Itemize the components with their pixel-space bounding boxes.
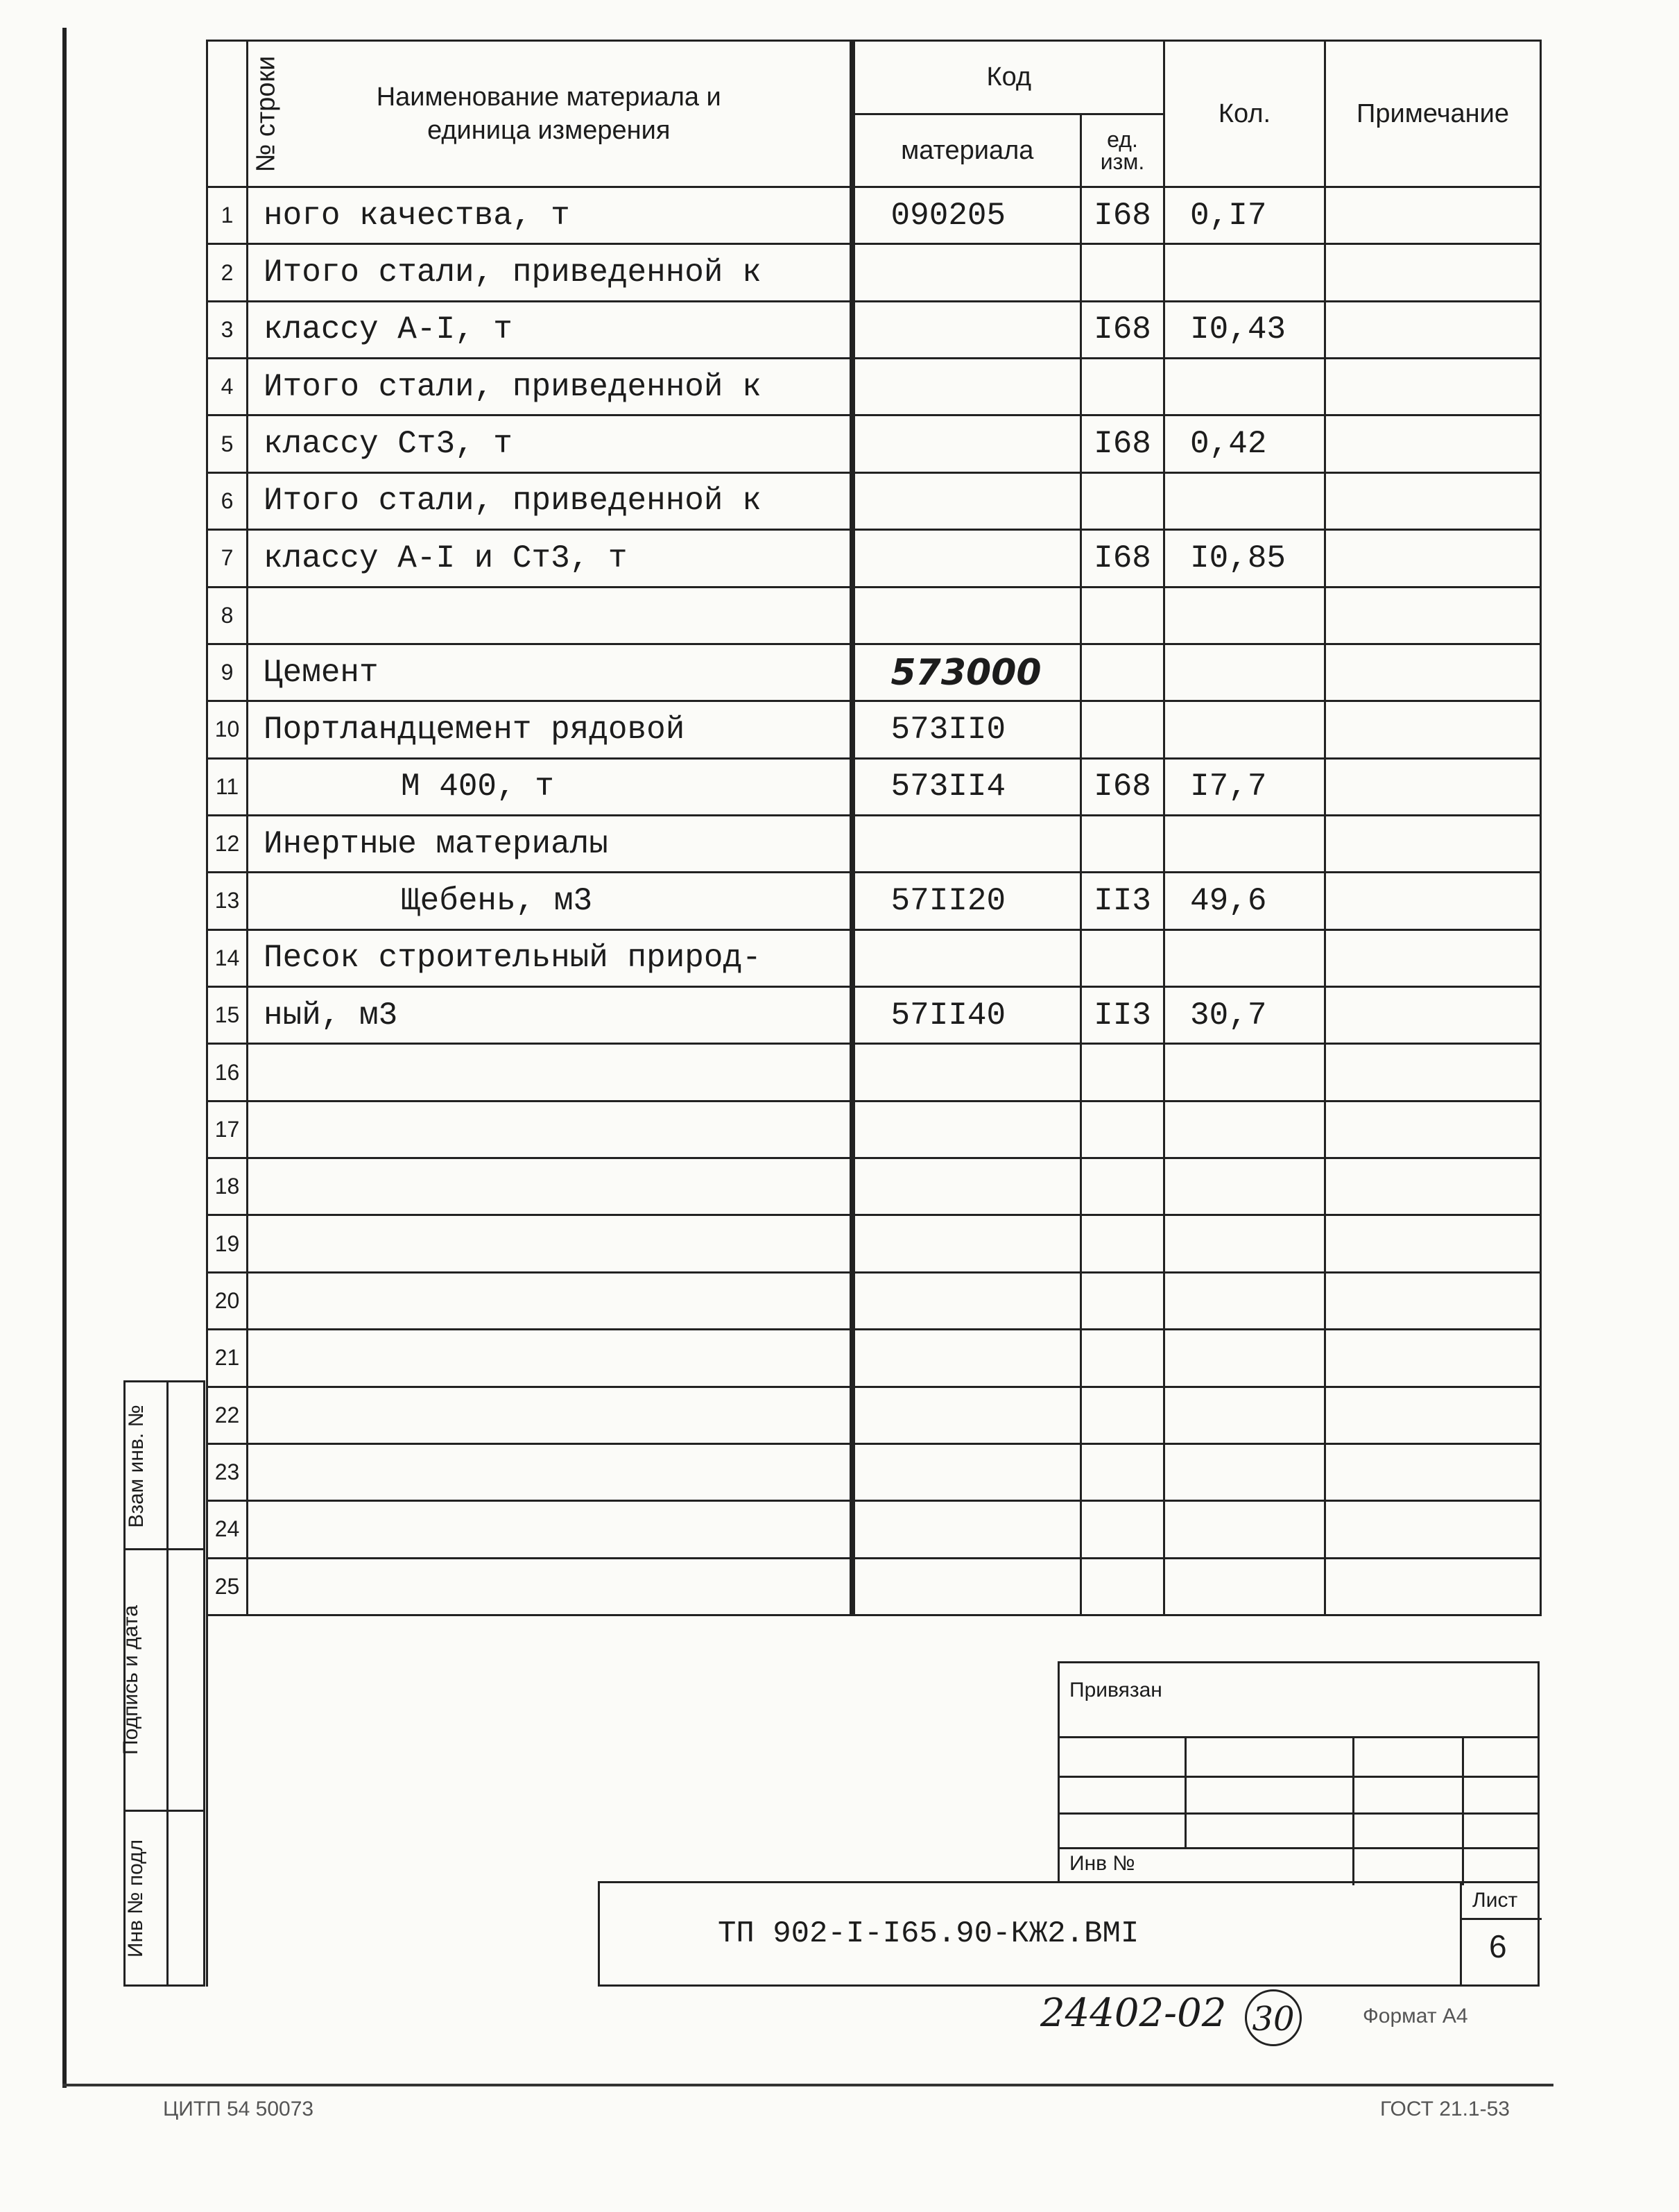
table-row [207, 758, 1541, 815]
material-code-cell [852, 587, 1081, 644]
quantity-cell [1164, 1215, 1325, 1272]
unit-code-cell [1081, 1101, 1164, 1158]
note-cell [1325, 1501, 1541, 1558]
row-number-cell: 12 [207, 815, 248, 872]
quantity-cell [1164, 587, 1325, 644]
quantity-cell [1164, 815, 1325, 872]
row-number-cell: 13 [207, 873, 248, 929]
inv-podl-cell [123, 1810, 205, 1987]
table-row [207, 873, 1541, 929]
note-cell [1325, 815, 1541, 872]
row-number-cell: 19 [207, 1215, 248, 1272]
unit-code-cell [1081, 815, 1164, 872]
quantity-cell [1164, 701, 1325, 758]
row-number-cell: 3 [207, 301, 248, 358]
note-cell [1325, 1443, 1541, 1500]
row-number-cell: 10 [207, 701, 248, 758]
note-cell [1325, 415, 1541, 472]
quantity-cell [1164, 1272, 1325, 1329]
material-code-cell [852, 1044, 1081, 1101]
material-code-cell: 573000 [852, 644, 1081, 701]
quantity-cell [1164, 1044, 1325, 1101]
material-code-cell [852, 301, 1081, 358]
unit-code-cell [1081, 1558, 1164, 1615]
table-row [207, 301, 1541, 358]
table-row [207, 472, 1541, 529]
material-name-cell [248, 1330, 852, 1387]
row-number-cell: 4 [207, 359, 248, 415]
material-name-cell [248, 1044, 852, 1101]
format-label: Формат А4 [1363, 2005, 1468, 2027]
material-name-cell: Итого стали, приведенной к [248, 359, 852, 415]
material-code-cell: 090205 [852, 187, 1081, 244]
table-row [207, 1272, 1541, 1329]
table-row [207, 530, 1541, 587]
unit-code-cell [1081, 644, 1164, 701]
unit-code-cell [1081, 359, 1164, 415]
unit-code-cell: I68 [1081, 758, 1164, 815]
row-number-cell: 9 [207, 644, 248, 701]
row-number-cell: 15 [207, 987, 248, 1044]
material-name-cell: Портландцемент рядовой [248, 701, 852, 758]
note-cell [1325, 929, 1541, 986]
material-name-cell [248, 1272, 852, 1329]
gost-label: ГОСТ 21.1-53 [1380, 2098, 1510, 2120]
stamp-left-edge [206, 1615, 208, 1987]
material-code-cell [852, 415, 1081, 472]
quantity-cell [1164, 1443, 1325, 1500]
note-cell [1325, 987, 1541, 1044]
inv-no-label: Инв № [1069, 1852, 1135, 1875]
material-name-cell [248, 1443, 852, 1500]
quantity-cell: I0,43 [1164, 301, 1325, 358]
material-name-cell: Итого стали, приведенной к [248, 472, 852, 529]
header-note: Примечание [1325, 41, 1541, 187]
material-code-cell [852, 244, 1081, 301]
material-code-cell [852, 1558, 1081, 1615]
material-name-cell: ного качества, т [248, 187, 852, 244]
table-row [207, 1044, 1541, 1101]
table-row [207, 929, 1541, 986]
unit-code-cell [1081, 1330, 1164, 1387]
quantity-cell [1164, 1330, 1325, 1387]
material-name-cell [248, 1387, 852, 1443]
note-cell [1325, 1330, 1541, 1387]
material-name-cell [248, 1558, 852, 1615]
vzam-inv-label: Взам инв. № [124, 1405, 148, 1528]
vzam-inv-cell [123, 1380, 205, 1550]
header-row-number: № строки [207, 41, 248, 187]
material-name-cell [248, 1215, 852, 1272]
row-number-cell: 24 [207, 1501, 248, 1558]
material-name-cell: классу Ст3, т [248, 415, 852, 472]
table-row [207, 1387, 1541, 1443]
row-number-cell: 11 [207, 758, 248, 815]
note-cell [1325, 873, 1541, 929]
unit-code-cell: I68 [1081, 301, 1164, 358]
material-code-cell [852, 815, 1081, 872]
unit-code-cell [1081, 1501, 1164, 1558]
unit-code-cell [1081, 1215, 1164, 1272]
unit-code-cell: I68 [1081, 530, 1164, 587]
quantity-cell [1164, 1501, 1325, 1558]
row-number-cell: 22 [207, 1387, 248, 1443]
material-code-cell [852, 472, 1081, 529]
material-name-cell: ный, м3 [248, 987, 852, 1044]
note-cell [1325, 472, 1541, 529]
unit-code-cell [1081, 244, 1164, 301]
row-number-cell: 21 [207, 1330, 248, 1387]
material-spec-table [206, 40, 1542, 1616]
quantity-cell [1164, 644, 1325, 701]
row-number-cell: 6 [207, 472, 248, 529]
note-cell [1325, 301, 1541, 358]
note-cell [1325, 1387, 1541, 1443]
header-code-material: материала [852, 114, 1081, 187]
material-code-cell [852, 1272, 1081, 1329]
table-row [207, 1558, 1541, 1615]
unit-code-cell: I68 [1081, 415, 1164, 472]
document-code: ТП 902-I-I65.90-КЖ2.ВМI [718, 1917, 1139, 1951]
note-cell [1325, 758, 1541, 815]
handwritten-number: 24402-02 [1040, 1991, 1227, 2036]
table-row [207, 415, 1541, 472]
publisher-label: ЦИТП 54 50073 [163, 2098, 314, 2120]
table-row [207, 1443, 1541, 1500]
quantity-cell [1164, 1387, 1325, 1443]
unit-code-cell [1081, 1443, 1164, 1500]
note-cell [1325, 1101, 1541, 1158]
quantity-cell: 0,I7 [1164, 187, 1325, 244]
unit-code-cell [1081, 1044, 1164, 1101]
material-name-cell: Инертные материалы [248, 815, 852, 872]
frame-bottom-line [62, 2084, 1553, 2086]
material-code-cell [852, 1501, 1081, 1558]
quantity-cell [1164, 1158, 1325, 1215]
quantity-cell [1164, 1101, 1325, 1158]
material-name-cell [248, 1501, 852, 1558]
title-block [598, 1881, 1540, 1987]
material-name-cell [248, 1158, 852, 1215]
note-cell [1325, 1215, 1541, 1272]
quantity-cell [1164, 244, 1325, 301]
note-cell [1325, 530, 1541, 587]
note-cell [1325, 587, 1541, 644]
unit-code-cell [1081, 1387, 1164, 1443]
note-cell [1325, 1558, 1541, 1615]
quantity-cell: 30,7 [1164, 987, 1325, 1044]
privyazan-block [1058, 1661, 1540, 1883]
note-cell [1325, 244, 1541, 301]
list-number: 6 [1489, 1928, 1507, 1964]
unit-code-cell [1081, 701, 1164, 758]
unit-code-cell [1081, 929, 1164, 986]
frame-left-line [62, 28, 67, 2088]
table-row [207, 1501, 1541, 1558]
material-code-cell [852, 1215, 1081, 1272]
row-number-cell: 18 [207, 1158, 248, 1215]
header-code-unit: ед. изм. [1081, 114, 1164, 187]
row-number-cell: 2 [207, 244, 248, 301]
note-cell [1325, 644, 1541, 701]
row-number-cell: 17 [207, 1101, 248, 1158]
quantity-cell [1164, 929, 1325, 986]
material-code-cell [852, 929, 1081, 986]
note-cell [1325, 1044, 1541, 1101]
row-number-cell: 20 [207, 1272, 248, 1329]
unit-code-cell: II3 [1081, 987, 1164, 1044]
unit-code-cell: II3 [1081, 873, 1164, 929]
material-code-cell: 57II20 [852, 873, 1081, 929]
row-number-cell: 25 [207, 1558, 248, 1615]
row-number-cell: 5 [207, 415, 248, 472]
list-label: Лист [1472, 1889, 1518, 1912]
material-name-cell: классу А-I и Ст3, т [248, 530, 852, 587]
header-quantity: Кол. [1164, 41, 1325, 187]
note-cell [1325, 187, 1541, 244]
circled-number: 30 [1245, 1989, 1302, 2046]
material-name-cell: классу А-I, т [248, 301, 852, 358]
row-number-cell: 7 [207, 530, 248, 587]
row-number-cell: 1 [207, 187, 248, 244]
material-name-cell: Песок строительный природ- [248, 929, 852, 986]
material-name-cell [248, 587, 852, 644]
material-name-cell: Щебень, м3 [248, 873, 852, 929]
material-name-cell: Цемент [248, 644, 852, 701]
quantity-cell: 49,6 [1164, 873, 1325, 929]
quantity-cell [1164, 359, 1325, 415]
material-code-cell: 57II40 [852, 987, 1081, 1044]
unit-code-cell [1081, 587, 1164, 644]
row-number-cell: 23 [207, 1443, 248, 1500]
material-code-cell [852, 1101, 1081, 1158]
note-cell [1325, 1158, 1541, 1215]
quantity-cell: I0,85 [1164, 530, 1325, 587]
table-row [207, 1330, 1541, 1387]
material-code-cell [852, 530, 1081, 587]
table-row [207, 701, 1541, 758]
material-code-cell: 573II4 [852, 758, 1081, 815]
material-name-cell: Итого стали, приведенной к [248, 244, 852, 301]
header-material-name: Наименование материала и единица измерения [248, 41, 852, 187]
table-row [207, 187, 1541, 244]
note-cell [1325, 1272, 1541, 1329]
quantity-cell [1164, 1558, 1325, 1615]
material-code-cell [852, 1158, 1081, 1215]
row-number-cell: 16 [207, 1044, 248, 1101]
table-row [207, 587, 1541, 644]
unit-code-cell [1081, 1272, 1164, 1329]
inv-podl-label: Инв № подл [124, 1839, 148, 1958]
table-row [207, 815, 1541, 872]
table-row [207, 244, 1541, 301]
signature-date-label: Подпись и дата [119, 1605, 142, 1755]
material-code-cell [852, 1443, 1081, 1500]
table-row [207, 359, 1541, 415]
quantity-cell: I7,7 [1164, 758, 1325, 815]
table-row [207, 987, 1541, 1044]
note-cell [1325, 701, 1541, 758]
row-number-cell: 14 [207, 929, 248, 986]
table-row [207, 1215, 1541, 1272]
material-code-cell [852, 1387, 1081, 1443]
material-code-cell [852, 1330, 1081, 1387]
row-number-cell: 8 [207, 587, 248, 644]
table-row [207, 644, 1541, 701]
quantity-cell: 0,42 [1164, 415, 1325, 472]
signature-date-cell [119, 1548, 205, 1812]
table-row [207, 1158, 1541, 1215]
unit-code-cell [1081, 472, 1164, 529]
unit-code-cell: I68 [1081, 187, 1164, 244]
material-name-cell [248, 1101, 852, 1158]
material-name-cell: М 400, т [248, 758, 852, 815]
material-code-cell: 573II0 [852, 701, 1081, 758]
privyazan-label: Привязан [1069, 1679, 1162, 1701]
table-row [207, 1101, 1541, 1158]
header-code: Код [852, 41, 1164, 114]
unit-code-cell [1081, 1158, 1164, 1215]
material-code-cell [852, 359, 1081, 415]
quantity-cell [1164, 472, 1325, 529]
note-cell [1325, 359, 1541, 415]
